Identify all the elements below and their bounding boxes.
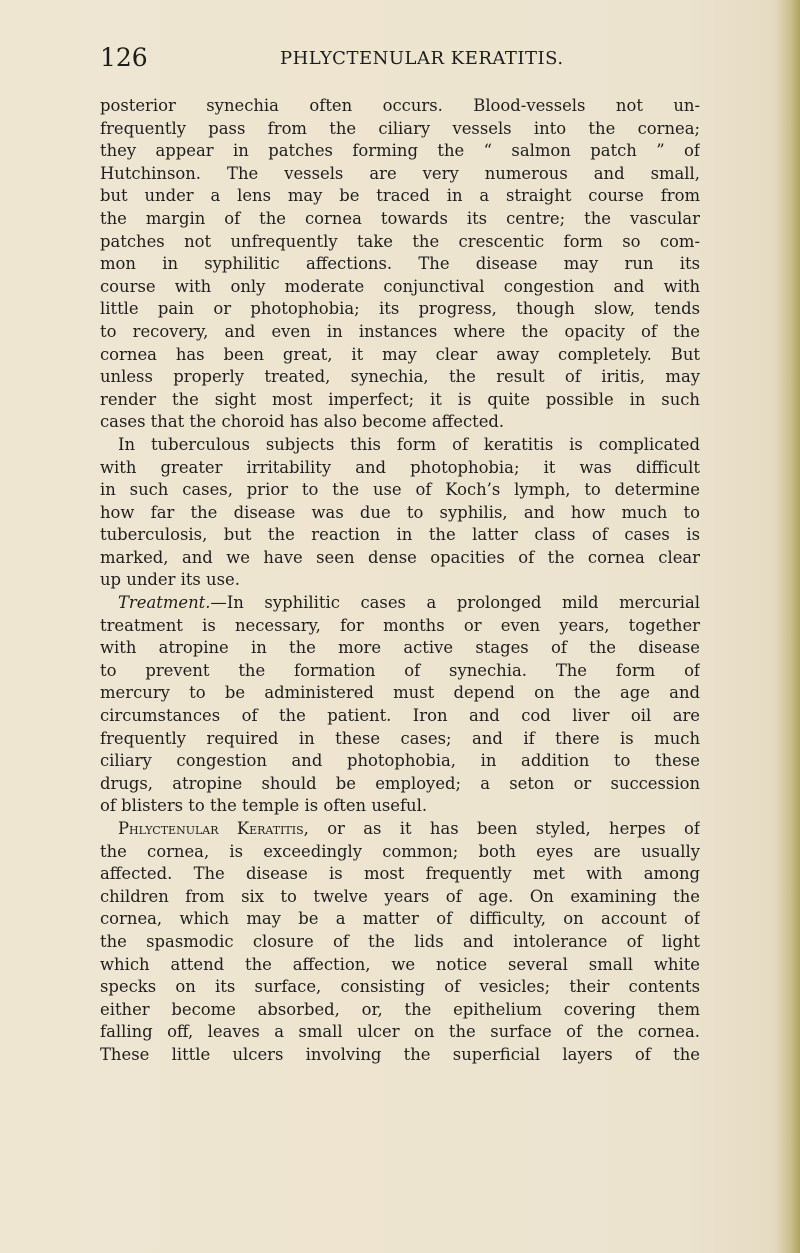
- text-line: affected. The disease is most frequently met with among: [100, 864, 700, 884]
- treatment-heading: Treatment.: [118, 593, 211, 613]
- text-line: to prevent the formation of synechia. The form of: [100, 660, 700, 680]
- text-line: cornea, which may be a matter of difficulty, on account of: [100, 909, 700, 929]
- text-line: little pain or photophobia; its progress, though slow, tends: [100, 299, 700, 319]
- text-line: unless properly treated, synechia, the result of iritis, may: [100, 367, 700, 387]
- text-line: either become absorbed, or, the epithelium covering them: [100, 999, 700, 1019]
- text-line: marked, and we have seen dense opacities of the cornea clear: [100, 547, 700, 567]
- text-line: Treatment.—In syphilitic cases a prolonged mild mercurial: [118, 593, 700, 613]
- text-line: mon in syphilitic affections. The disease may run its: [100, 254, 700, 274]
- section-heading: Phlyctenular Keratitis: [118, 819, 304, 838]
- text-line: mercury to be administered must depend on the age and: [100, 683, 700, 703]
- text-line: how far the disease was due to syphilis, and how much to: [100, 502, 700, 522]
- text-line: which attend the affection, we notice several small white: [100, 954, 700, 974]
- page-header: [100, 42, 700, 82]
- text-line: render the sight most imperfect; it is quite possible in such: [100, 389, 700, 409]
- text-line: of blisters to the temple is often useful.: [100, 796, 428, 816]
- text-line: frequently pass from the ciliary vessels into the cornea;: [100, 118, 700, 138]
- page-number: 126: [100, 43, 148, 72]
- text-line: falling off, leaves a small ulcer on the surface of the cornea.: [100, 1022, 700, 1042]
- text-line: cases that the choroid has also become affected.: [100, 412, 505, 432]
- text-line: with greater irritability and photophobia; it was difficult: [100, 457, 700, 477]
- text-line: but under a lens may be traced in a straight course from: [100, 186, 700, 206]
- text-line: the cornea, is exceedingly common; both eyes are usually: [100, 841, 700, 861]
- text-line: the margin of the cornea towards its centre; the vascular: [100, 208, 700, 228]
- text-line: In tuberculous subjects this form of keratitis is complicated: [118, 434, 700, 454]
- text-line: Hutchinson. The vessels are very numerous and small,: [100, 163, 700, 183]
- text-line: they appear in patches forming the “ salmon patch ” of: [100, 141, 700, 161]
- text-line: course with only moderate conjunctival congestion and with: [100, 276, 700, 296]
- page-binding-edge: [776, 0, 800, 1253]
- text-line: posterior synechia often occurs. Blood-vessels not un-: [100, 96, 700, 115]
- running-head: PHLYCTENULAR KERATITIS.: [280, 48, 564, 69]
- text-line: circumstances of the patient. Iron and cod liver oil are: [100, 706, 700, 726]
- text-line: ciliary congestion and photophobia, in addition to these: [100, 751, 700, 771]
- text-line: Phlyctenular Keratitis, or as it has been styled, herpes of: [118, 819, 700, 838]
- text-line: up under its use.: [100, 570, 240, 590]
- text-line: treatment is necessary, for months or even years, together: [100, 615, 700, 635]
- text-line: in such cases, prior to the use of Koch’s lymph, to determine: [100, 480, 700, 500]
- text-line: tuberculosis, but the reaction in the latter class of cases is: [100, 525, 700, 545]
- text-line: to recovery, and even in instances where the opacity of the: [100, 321, 700, 341]
- text-line: the spasmodic closure of the lids and intolerance of light: [100, 931, 700, 951]
- text-line: frequently required in these cases; and if there is much: [100, 728, 700, 748]
- text-line: with atropine in the more active stages of the disease: [100, 638, 700, 658]
- text-line: These little ulcers involving the superficial layers of the: [100, 1044, 700, 1064]
- text-line: children from six to twelve years of age. On examining the: [100, 886, 700, 906]
- body-text: [100, 95, 700, 1067]
- text-line: patches not unfrequently take the crescentic form so com-: [100, 231, 700, 251]
- text-line: cornea has been great, it may clear away completely. But: [100, 344, 700, 364]
- text-line: drugs, atropine should be employed; a seton or succession: [100, 773, 700, 793]
- text-line: specks on its surface, consisting of vesicles; their contents: [100, 977, 700, 997]
